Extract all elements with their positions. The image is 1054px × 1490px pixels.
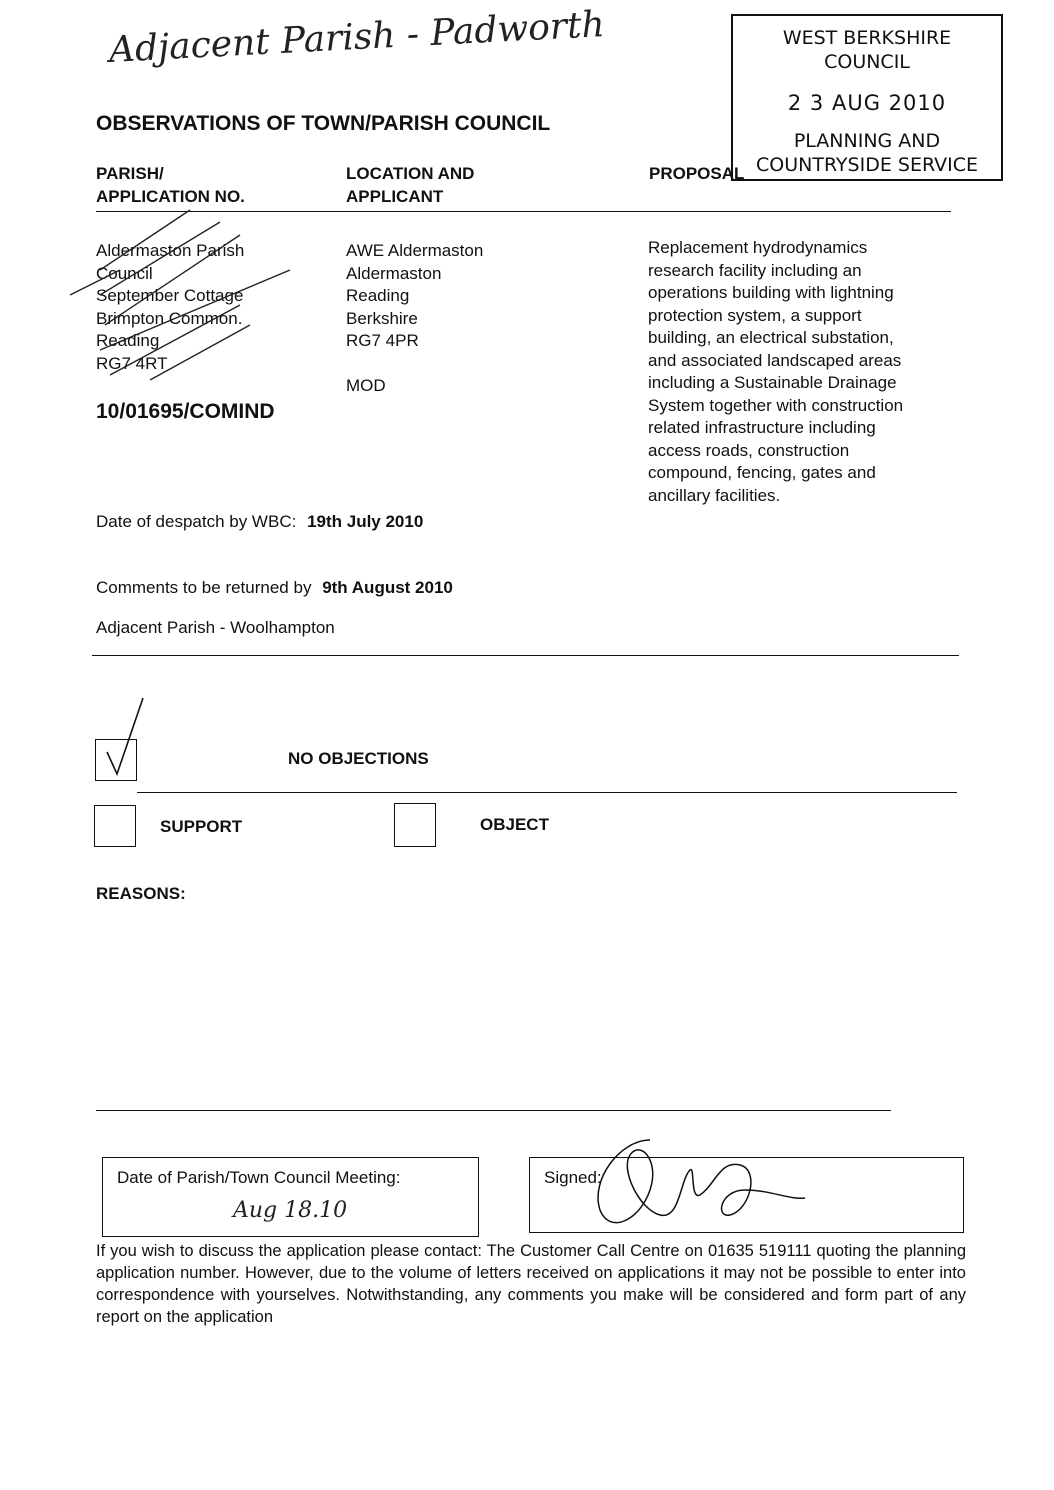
strike-through-marks (60, 200, 310, 390)
signature-mark (570, 1120, 810, 1240)
column-header-proposal: PROPOSAL (649, 164, 745, 183)
column-header-location-line-2: APPLICANT (346, 187, 444, 206)
adjacent-parish: Adjacent Parish - Woolhampton (96, 618, 335, 637)
proposal-line: including a Sustainable Drainage (648, 373, 897, 392)
proposal-line: research facility including an (648, 260, 862, 280)
options-divider (137, 792, 957, 793)
parish-line: Aldermaston Parish (96, 241, 245, 260)
meeting-date-handwritten: Aug 18.10 (233, 1198, 348, 1223)
location-line: Reading (346, 286, 410, 305)
reasons-label: REASONS: (96, 884, 186, 903)
reasons-bottom-line (96, 1110, 891, 1111)
proposal-description (648, 237, 903, 507)
column-header-location (346, 162, 474, 208)
proposal-line: building, an electrical substation, (648, 328, 894, 347)
proposal-line: related infrastructure including (648, 418, 876, 437)
parish-line: Council (96, 263, 153, 283)
application-number: 10/01695/COMIND (96, 400, 275, 423)
object-label: OBJECT (480, 815, 549, 834)
meeting-date-box (102, 1157, 479, 1237)
parish-line: September Cottage (96, 286, 244, 305)
despatch-date-row (96, 510, 423, 533)
signed-label: Signed: (544, 1168, 602, 1187)
column-header-location-line-1: LOCATION AND (346, 164, 475, 183)
support-checkbox[interactable] (94, 805, 136, 847)
parish-line: RG7 4RT (96, 353, 168, 373)
despatch-label: Date of despatch by WBC: (96, 512, 297, 531)
parish-line: Brimpton Common. (96, 308, 243, 328)
proposal-line: System together with construction (648, 395, 904, 415)
proposal-line: and associated landscaped areas (648, 350, 902, 370)
return-date-row (96, 576, 453, 599)
column-header-parish-line-1: PARISH/ (96, 164, 164, 183)
stamp-line-4: COUNTRYSIDE SERVICE (756, 154, 978, 176)
proposal-line: protection system, a support (648, 305, 862, 325)
return-label: Comments to be returned by (96, 578, 312, 597)
location-line: RG7 4PR (346, 331, 419, 350)
no-objections-label: NO OBJECTIONS (288, 749, 429, 768)
section-divider (92, 655, 959, 656)
handwritten-parish-note: Adjacent Parish - Padworth (108, 4, 606, 71)
received-stamp (731, 14, 1003, 181)
proposal-line: Replacement hydrodynamics (648, 238, 868, 257)
proposal-line: access roads, construction (648, 440, 850, 460)
stamp-line-3: PLANNING AND (793, 130, 941, 152)
stamp-line-2: COUNCIL (824, 51, 910, 73)
location-line: Aldermaston (346, 263, 442, 283)
checkmark-icon (95, 690, 155, 780)
stamp-date: 2 3 AUG 2010 (787, 91, 947, 115)
column-header-parish-line-2: APPLICATION NO. (96, 187, 245, 206)
return-value: 9th August 2010 (322, 578, 453, 597)
page-title: OBSERVATIONS OF TOWN/PARISH COUNCIL (96, 112, 551, 135)
proposal-line: compound, fencing, gates and (648, 463, 876, 482)
location-address (346, 240, 483, 353)
despatch-value: 19th July 2010 (307, 512, 424, 531)
proposal-line: operations building with lightning (648, 283, 894, 302)
support-label: SUPPORT (160, 817, 243, 836)
location-line: Berkshire (346, 308, 418, 328)
parish-line: Reading (96, 331, 160, 350)
applicant: MOD (346, 376, 386, 395)
contact-footer: If you wish to discuss the application please contact: The Customer Call Centre on 01635 519111 quoting the planning application number. However, due to the volume of letters received on applications it may not be possible to enter into correspondence with yourselves. Notwithstanding, any comments you make will be considered and form part of any report on the application (96, 1242, 966, 1326)
meeting-date-label: Date of Parish/Town Council Meeting: (117, 1168, 401, 1187)
proposal-line: ancillary facilities. (648, 485, 781, 505)
object-checkbox[interactable] (394, 803, 436, 847)
stamp-line-1: WEST BERKSHIRE (782, 27, 952, 49)
location-line: AWE Aldermaston (346, 241, 484, 260)
